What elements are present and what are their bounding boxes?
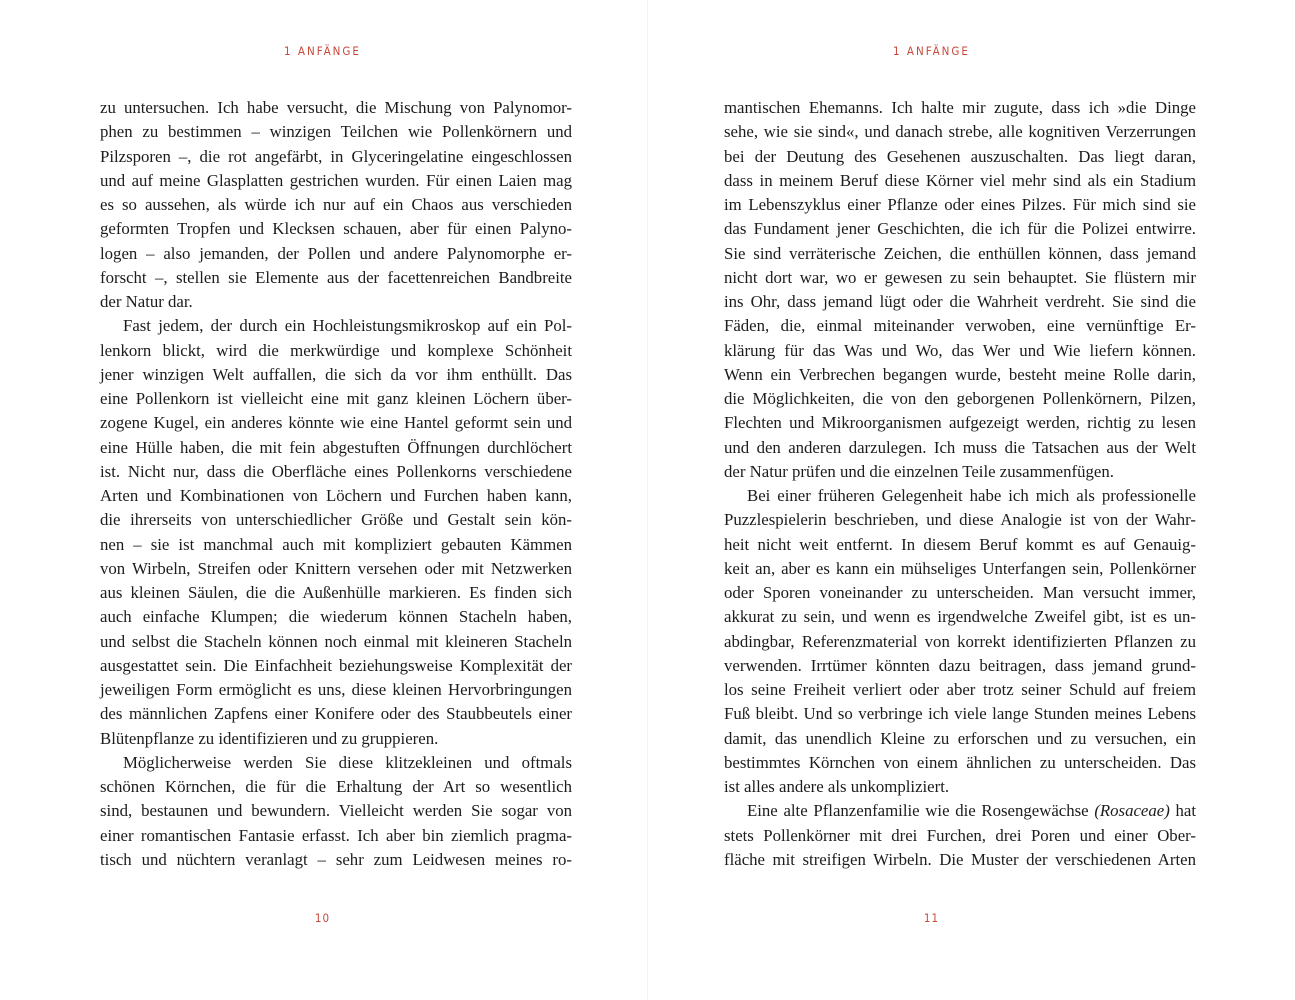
text-line: von Wirbeln, Streifen oder Knittern versehen oder mit Netzwerken bbox=[100, 558, 572, 578]
text-line: phen zu bestimmen – winzigen Teilchen wie Pollenkörnern und bbox=[100, 122, 572, 142]
text-line: heit nicht weit entfernt. In diesem Beruf kommt es auf Genauig- bbox=[724, 534, 1196, 554]
text-line: mantischen Ehemanns. Ich halte mir zugute, dass ich »die Dinge bbox=[724, 98, 1196, 117]
text-line: ist. Nicht nur, dass die Oberfläche eines Pollenkorns verschiedene bbox=[100, 461, 572, 481]
text-line: geformten Tropfen und Klecksen schauen, aber für einen Palyno- bbox=[100, 219, 572, 239]
running-head: 1 ANFÄNGE bbox=[284, 44, 361, 58]
text-line: sehe, wie sie sind«, und danach strebe, alle kognitiven Verzerrungen bbox=[724, 122, 1196, 142]
text-line: das Fundament jener Geschichten, die ich für die Polizei entwirre. bbox=[724, 219, 1196, 239]
left-page bbox=[0, 0, 647, 1000]
text-line: forscht –, stellen sie Elemente aus der facettenreichen Bandbreite bbox=[100, 267, 572, 287]
text-line: sind, bestaunen und bewundern. Vielleicht werden Sie sogar von bbox=[100, 801, 572, 821]
text-line: keit an, aber es kann ein mühseliges Unterfangen sein, Pollenkörner bbox=[724, 558, 1196, 578]
text-line: los seine Freiheit verliert oder aber trotz seiner Schuld auf freiem bbox=[724, 680, 1196, 699]
text-line: fläche mit streifigen Wirbeln. Die Muster der verschiedenen Arten bbox=[724, 849, 1196, 869]
text-line: nen – sie ist manchmal auch mit kompliziert gebauten Kämmen bbox=[100, 534, 572, 554]
page-number: 10 bbox=[314, 911, 331, 925]
text-line: zu untersuchen. Ich habe versucht, die Mischung von Palynomor- bbox=[100, 98, 572, 117]
text-line: Eine alte Pflanzenfamilie wie die Rosengewächse (Rosaceae) hat bbox=[747, 801, 1196, 821]
text-line: und den anderen darzulegen. Ich muss die Tatsachen aus der Welt bbox=[724, 437, 1196, 457]
text-line: verwenden. Irrtümer könnten dazu beitragen, dass jemand grund- bbox=[724, 655, 1196, 675]
text-line: damit, das unendlich Kleine zu erforschen und zu versuchen, ein bbox=[724, 728, 1196, 748]
text-line: Flechten und Mikroorganismen aufgezeigt werden, richtig zu lesen bbox=[724, 413, 1196, 433]
text-line: nicht dort war, wo er gewesen zu sein behauptet. Sie flüstern mir bbox=[724, 267, 1196, 287]
text-line: und selbst die Stacheln können noch einmal mit kleineren Stacheln bbox=[100, 631, 572, 651]
text-line: Fast jedem, der durch ein Hochleistungsmikroskop auf ein Pol- bbox=[123, 316, 572, 336]
text-line: Sie sind verräterische Zeichen, die enthüllen können, dass jemand bbox=[724, 243, 1196, 263]
text-line: ist alles andere als unkompliziert. bbox=[724, 777, 950, 796]
text-line: eine Pollenkorn ist vielleicht eine mit ganz kleinen Löchern über- bbox=[100, 389, 572, 408]
text-line: abdingbar, Referenzmaterial von korrekt identifizierten Pflanzen zu bbox=[724, 631, 1196, 651]
text-line: einer romantischen Fantasie erfasst. Ich aber bin ziemlich pragma- bbox=[100, 825, 572, 845]
text-line: die Möglichkeiten, die von den geborgenen Pollenkörnern, Pilzen, bbox=[724, 389, 1196, 408]
text-line: Pilzsporen –, die rot angefärbt, in Glyceringelatine eingeschlossen bbox=[100, 146, 572, 166]
text-line: auch einfache Klumpen; die wiederum können Stacheln haben, bbox=[100, 607, 572, 627]
text-line: des männlichen Zapfens einer Konifere oder des Staubbeutels einer bbox=[100, 704, 572, 724]
text-line: Blütenpflanze zu identifizieren und zu gruppieren. bbox=[100, 728, 439, 748]
text-line: akkurat zu sein, und wenn es irgendwelche Zweifel gibt, ist es un- bbox=[724, 607, 1196, 627]
text-line: Möglicherweise werden Sie diese klitzekleinen und oftmals bbox=[123, 752, 572, 772]
text-line: ins Ohr, dass jemand lügt oder die Wahrheit verdreht. Sie sind die bbox=[724, 292, 1196, 311]
text-line: zogene Kugel, ein anderes könnte wie eine Hantel geformt sein und bbox=[100, 413, 572, 433]
text-line: Puzzlespielerin beschrieben, und diese Analogie ist von der Wahr- bbox=[724, 510, 1196, 530]
text-line: lenkorn blickt, wird die merkwürdige und komplexe Schönheit bbox=[100, 340, 572, 360]
text-line: Arten und Kombinationen von Löchern und Furchen haben kann, bbox=[100, 486, 572, 505]
text-line: bestimmtes Körnchen von einem ähnlichen zu unterscheiden. Das bbox=[724, 752, 1196, 772]
text-line: stets Pollenkörner mit drei Furchen, drei Poren und einer Ober- bbox=[724, 825, 1196, 845]
text-line: bei der Deutung des Gesehenen auszuschalten. Das liegt daran, bbox=[724, 146, 1196, 166]
text-line: jener winzigen Welt auffallen, die sich da vor ihm enthüllt. Das bbox=[100, 364, 572, 384]
body-text bbox=[100, 96, 572, 872]
text-line: Bei einer früheren Gelegenheit habe ich mich als professionelle bbox=[747, 486, 1196, 505]
running-head: 1 ANFÄNGE bbox=[893, 44, 970, 58]
text-line: jeweiligen Form ermöglicht es uns, diese kleinen Hervorbringungen bbox=[100, 680, 572, 699]
text-line: und auf meine Glasplatten gestrichen wurden. Für einen Laien mag bbox=[100, 170, 572, 190]
text-line: es so aussehen, als würde ich nur auf ein Chaos aus verschieden bbox=[100, 195, 572, 214]
text-line: logen – also jemanden, der Pollen und andere Palynomorphe er- bbox=[100, 243, 572, 263]
text-line: aus kleinen Säulen, die die Außenhülle markieren. Es finden sich bbox=[100, 583, 572, 602]
text-line: klärung für das Was und Wo, das Wer und Wie liefern können. bbox=[724, 340, 1196, 360]
body-text bbox=[724, 96, 1196, 872]
text-line: im Lebenszyklus einer Pflanze oder eines Pilzes. Für mich sind sie bbox=[724, 195, 1196, 214]
text-line: die ihrerseits von unterschiedlicher Größe und Gestalt sein kön- bbox=[100, 510, 572, 530]
text-line: Fäden, die, einmal miteinander verwoben, eine vernünftige Er- bbox=[724, 316, 1196, 336]
text-line: tisch und nüchtern veranlagt – sehr zum Leidwesen meines ro- bbox=[100, 849, 572, 869]
text-line: der Natur dar. bbox=[100, 292, 193, 311]
text-line: oder Sporen voneinander zu unterscheiden. Man versucht immer, bbox=[724, 583, 1196, 602]
text-line: eine Hülle haben, die mit fein abgestuften Öffnungen durchlöchert bbox=[100, 437, 572, 457]
text-line: Wenn ein Verbrechen begangen wurde, besteht meine Rolle darin, bbox=[724, 364, 1196, 384]
text-line: Fuß bleibt. Und so verbringe ich viele lange Stunden meines Lebens bbox=[724, 704, 1196, 724]
text-line: ausgestattet sein. Die Einfachheit beziehungsweise Komplexität der bbox=[100, 655, 572, 675]
page-number: 11 bbox=[923, 911, 940, 925]
text-line: schönen Körnchen, die für die Erhaltung der Art so wesentlich bbox=[100, 777, 572, 796]
text-line: der Natur prüfen und die einzelnen Teile zusammenfügen. bbox=[724, 461, 1114, 481]
text-line: dass in meinem Beruf diese Körner viel mehr sind als ein Stadium bbox=[724, 170, 1196, 190]
right-page bbox=[648, 0, 1295, 1000]
